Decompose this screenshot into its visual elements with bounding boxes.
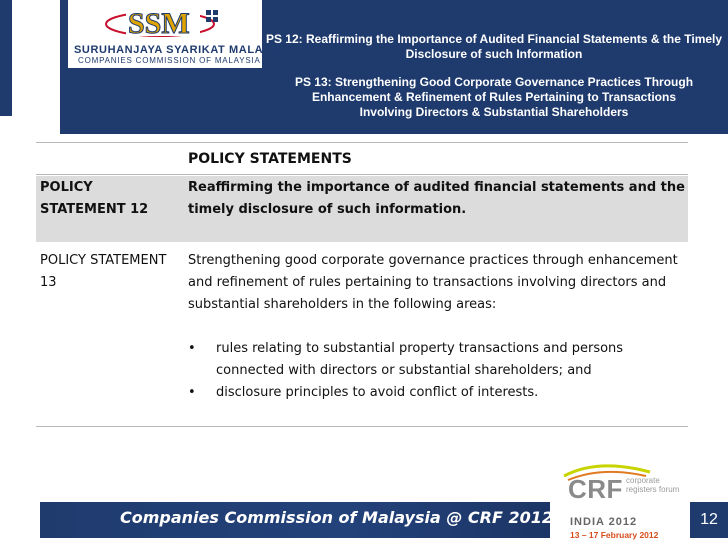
row-text-ps13: Strengthening good corporate governance practices through enhancement and refinement of rules pertaining to transactions involving directors and substantial shareholders in the following areas:: [188, 253, 678, 312]
table-header: POLICY STATEMENTS: [188, 151, 352, 167]
crf-event-name: INDIA 2012: [570, 516, 638, 528]
list-item: [188, 338, 688, 382]
row-text-ps12: Reaffirming the importance of audited financial statements and the timely disclosure of such information.: [188, 180, 685, 217]
logo-name-english: COMPANIES COMMISSION OF MALAYSIA: [78, 56, 261, 65]
row-label-ps12: POLICY STATEMENT 12: [40, 180, 149, 217]
bullet-icon: •: [188, 341, 196, 356]
ps13-bullet-list: [188, 338, 688, 404]
footer-text: Companies Commission of Malaysia @ CRF 2012: [120, 508, 554, 527]
crf-logo: [558, 462, 682, 546]
crf-event-dates: 13 – 17 February 2012: [570, 530, 659, 540]
crf-logo-text: CRF: [568, 474, 623, 504]
bullet-text: disclosure principles to avoid conflict of interests.: [216, 385, 539, 400]
ps12-header-title: PS 12: Reaffirming the Importance of Audited Financial Statements & the Timely Disclosure of such Information: [265, 32, 723, 61]
logo-name-malay: SURUHANJAYA SYARIKAT MALAYSIA: [74, 44, 291, 56]
page-number: 12: [690, 502, 728, 538]
bullet-text: rules relating to substantial property transactions and persons connected with directors or substantial shareholders; and: [216, 341, 624, 378]
list-item: [188, 382, 688, 404]
table-bottom-divider: [36, 426, 688, 427]
crf-subtitle-line1: corporate: [626, 476, 660, 485]
ps13-header-title: PS 13: Strengthening Good Corporate Governance Practices Through Enhancement & Refinement of Rules Pertaining to Transactions Involving Directors & Substantial Shareholders: [294, 75, 694, 119]
left-accent-bar: [0, 0, 12, 116]
bullet-icon: •: [188, 385, 196, 400]
crf-subtitle-line2: registers forum: [626, 485, 680, 494]
svg-text:SSM: SSM: [128, 7, 190, 40]
crf-logo-subtitle: [626, 476, 679, 494]
row-label-ps13: POLICY STATEMENT 13: [40, 253, 167, 290]
table-top-divider: [36, 142, 688, 143]
table-header-divider: [36, 174, 688, 175]
